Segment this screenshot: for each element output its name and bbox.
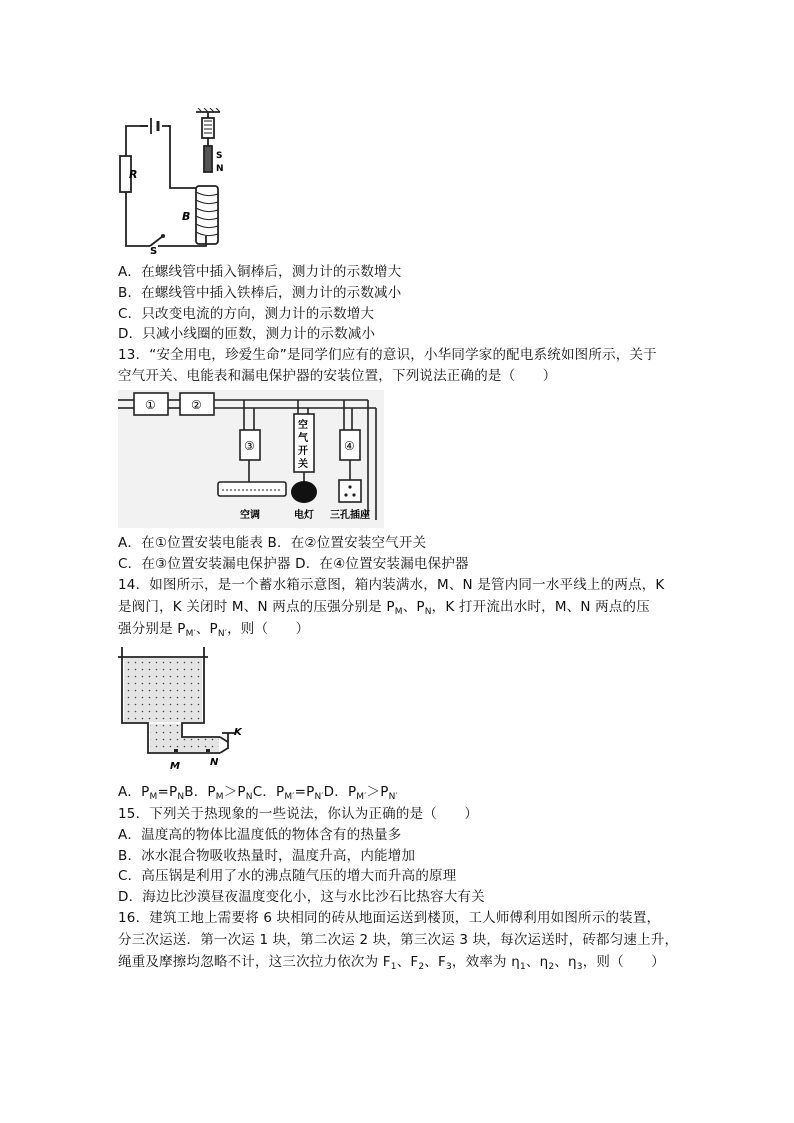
label-air-conditioner: 空调 bbox=[240, 510, 260, 521]
q12-option-d: D．只减小线圈的匝数，测力计的示数减小 bbox=[118, 326, 376, 342]
q14-stem-line-1: 14．如图所示，是一个蓄水箱示意图，箱内装满水，M、N 是管内同一水平线上的两点，K bbox=[118, 577, 665, 593]
q13-options-line-1: A．在①位置安装电能表 B．在②位置安装空气开关 bbox=[118, 535, 427, 551]
q12-option-c: C．只改变电流的方向，测力计的示数增大 bbox=[118, 306, 375, 322]
q14-options: A．$P_M=P_NB$．$P_M>P_NC$．$P_{M'}=P_{N'}D$．$P_{M'}>P_{N'}$ bbox=[118, 784, 398, 802]
q13-options-line-2: C．在③位置安装漏电保护器 D．在④位置安装漏电保护器 bbox=[118, 556, 469, 572]
q14-water-tank-figure bbox=[118, 645, 248, 775]
q13-distribution-figure bbox=[118, 390, 384, 528]
label-N: N bbox=[210, 757, 219, 768]
q15-option-c: C．高压锅是利用了水的沸点随气压的增大而升高的原理 bbox=[118, 868, 457, 884]
q14-stem-line-2: 是阀门，K 关闭时 M、N 两点的压强分别是 $P_M$、$P_N$，K 打开流出水时，M、N 两点的压 bbox=[118, 599, 650, 617]
label-K: K bbox=[234, 727, 242, 738]
q15-option-a: A．温度高的物体比温度低的物体含有的热量多 bbox=[118, 827, 402, 843]
label-R: R bbox=[129, 168, 138, 181]
label-M: M bbox=[170, 761, 180, 772]
q13-stem-line-2: 空气开关、电能表和漏电保护器的安装位置，下列说法正确的是（ ） bbox=[118, 368, 557, 384]
switch-char-1: 空 bbox=[298, 420, 308, 431]
label-pole-S: S bbox=[216, 151, 223, 161]
box-4-label: ④ bbox=[344, 439, 355, 453]
q14-stem-line-3: 强分别是 $P_{M'}$、$P_{N'}$，则（ ） bbox=[118, 621, 310, 639]
box-1-label: ① bbox=[145, 398, 156, 412]
q15-option-d: D．海边比沙漠昼夜温度变化小，这与水比沙石比热容大有关 bbox=[118, 889, 485, 905]
q16-stem-line-2: 分三次运送．第一次运 1 块，第二次运 2 块，第三次运 3 块，每次运送时，砖都匀速上升， bbox=[118, 932, 679, 948]
label-switch-S: S bbox=[150, 246, 158, 256]
label-pole-N: N bbox=[216, 164, 224, 174]
q12-option-b: B．在螺线管中插入铁棒后，测力计的示数减小 bbox=[118, 285, 402, 301]
q12-circuit-figure bbox=[118, 108, 238, 256]
switch-char-3: 开 bbox=[298, 446, 308, 457]
q13-stem-line-1: 13．“安全用电，珍爱生命”是同学们应有的意识，小华同学家的配电系统如图所示，关于 bbox=[118, 347, 657, 363]
q16-stem-line-3: 绳重及摩擦均忽略不计，这三次拉力依次为 $F_1$、$F_2$、$F_3$，效率为 $\eta_1$、$\eta_2$、$\eta_3$，则（ ） bbox=[118, 954, 665, 972]
label-lamp: 电灯 bbox=[294, 510, 314, 521]
label-B: B bbox=[182, 210, 191, 223]
box-2-label: ② bbox=[191, 398, 202, 412]
q16-stem-line-1: 16．建筑工地上需要将 6 块相同的砖从地面运送到楼顶，工人师傅利用如图所示的装置， bbox=[118, 910, 661, 926]
label-socket: 三孔插座 bbox=[330, 510, 370, 521]
switch-char-4: 关 bbox=[298, 459, 308, 470]
q15-stem: 15．下列关于热现象的一些说法，你认为正确的是（ ） bbox=[118, 806, 479, 822]
q12-option-a: A．在螺线管中插入铜棒后，测力计的示数增大 bbox=[118, 264, 402, 280]
q15-option-b: B．冰水混合物吸收热量时，温度升高，内能增加 bbox=[118, 848, 416, 864]
box-3-label: ③ bbox=[244, 439, 255, 453]
switch-char-2: 气 bbox=[298, 433, 308, 444]
